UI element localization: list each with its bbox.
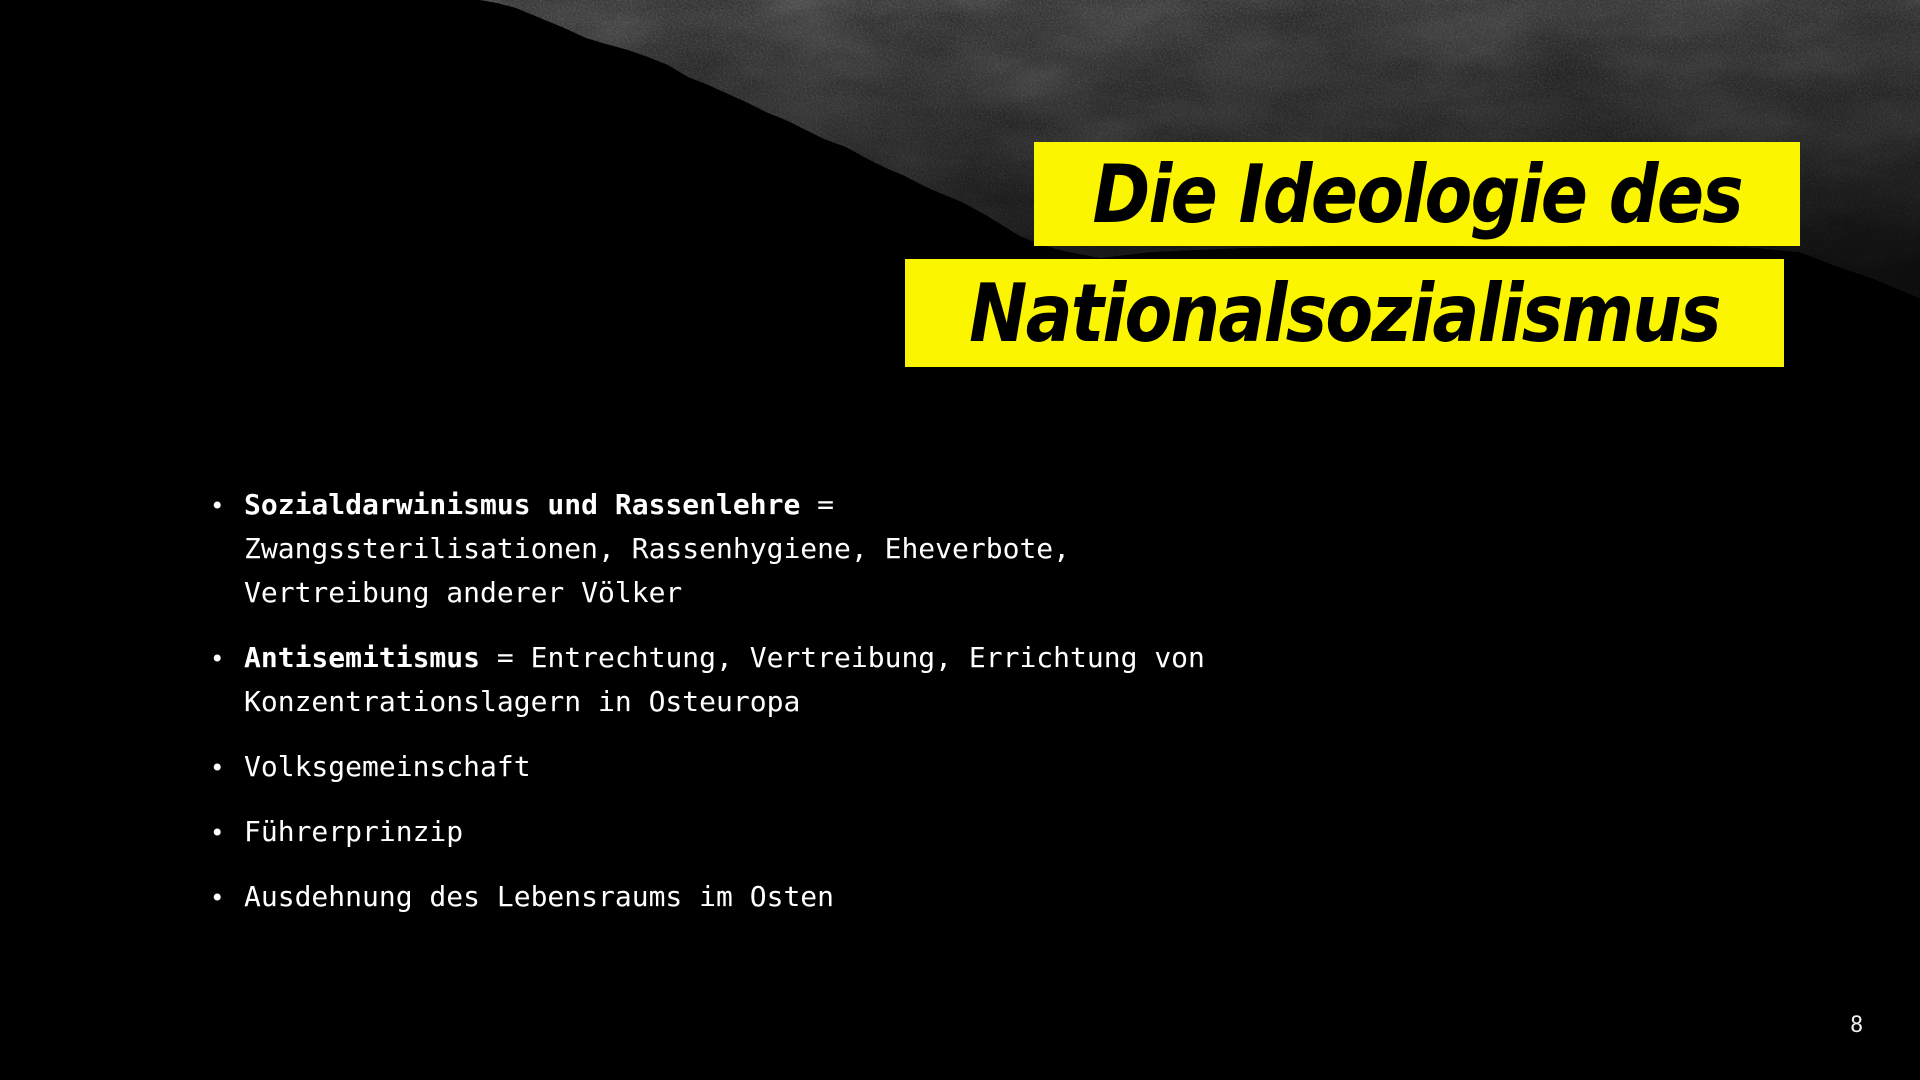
bullet-text: = Entrechtung, Vertreibung, Errichtung von — [480, 641, 1205, 674]
page-number: 8 — [1850, 1013, 1864, 1038]
slide-title-text-2: Nationalsozialismus — [969, 266, 1720, 360]
bullet-text: Führerprinzip — [244, 815, 464, 848]
bullet-list — [210, 483, 1205, 940]
bullet-text: Volksgemeinschaft — [244, 750, 531, 783]
bullet-text-bold: Sozialdarwinismus und Rassenlehre — [244, 488, 801, 521]
bullet-item — [210, 636, 1205, 724]
bullet-marker: • — [210, 819, 225, 847]
bullet-text: Vertreibung anderer Völker — [244, 576, 683, 609]
slide-title-text-1: Die Ideologie des — [1092, 147, 1742, 241]
bullet-marker: • — [210, 492, 225, 520]
bullet-text: Konzentrationslagern in Osteuropa — [244, 685, 801, 718]
bullet-item — [210, 810, 1205, 854]
slide-title-line-1 — [1034, 142, 1800, 246]
bullet-item — [210, 875, 1205, 919]
bullet-marker: • — [210, 645, 225, 673]
bullet-text: Zwangssterilisationen, Rassenhygiene, Eheverbote, — [244, 532, 1071, 565]
bullet-item — [210, 483, 1205, 615]
bullet-text: Ausdehnung des Lebensraums im Osten — [244, 880, 835, 913]
bullet-marker: • — [210, 754, 225, 782]
bullet-marker: • — [210, 884, 225, 912]
bullet-item — [210, 745, 1205, 789]
bullet-text-bold: Antisemitismus — [244, 641, 481, 674]
bullet-text: = — [800, 488, 835, 521]
slide-title-line-2 — [905, 259, 1784, 367]
